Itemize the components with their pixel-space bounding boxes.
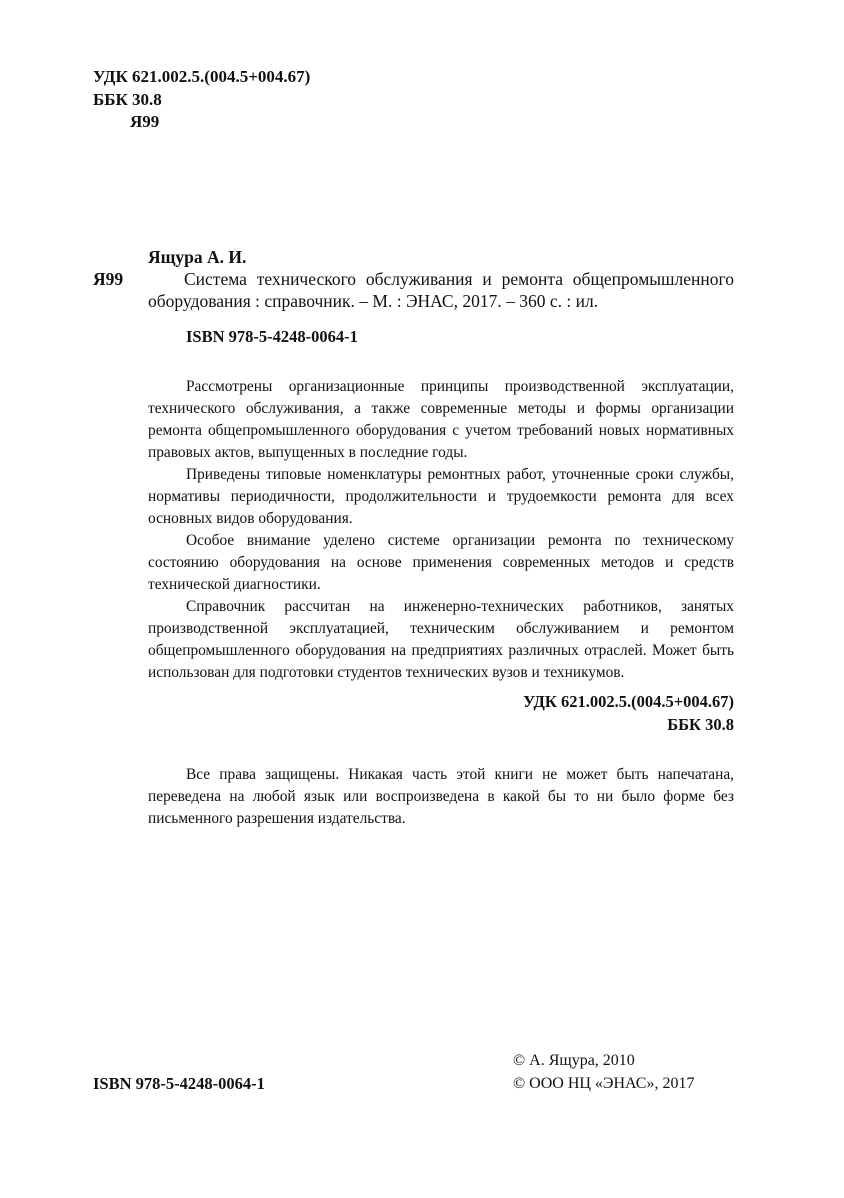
bbk-code-bottom: ББК 30.8 <box>667 715 734 734</box>
bibliographic-description: Система технического обслуживания и ремонта общепромышленного оборудования : справочник. – М. : ЭНАС, 2017. – 360 с. : ил. <box>148 269 734 311</box>
copyright-block <box>513 1050 694 1095</box>
abstract <box>148 376 734 684</box>
classification-codes <box>523 690 734 736</box>
footer-isbn: ISBN 978-5-4248-0064-1 <box>93 1074 265 1093</box>
catalog-mark: Я99 <box>93 269 124 289</box>
bbk-code: ББК 30.8 <box>93 89 162 109</box>
abstract-paragraph: Приведены типовые номенклатуры ремонтных работ, уточненные сроки службы, нормативы периодичности, продолжительности и трудоемкости ремонта для всех основных видов оборудования. <box>148 466 734 527</box>
copyright-author: © А. Ящура, 2010 <box>513 1052 635 1069</box>
copyright-publisher: © ООО НЦ «ЭНАС», 2017 <box>513 1074 695 1092</box>
udk-code: УДК 621.002.5.(004.5+004.67) <box>93 67 311 86</box>
abstract-paragraph: Рассмотрены организационные принципы производственной эксплуатации, технического обслуживания, а также современные методы и формы организации ремонта общепромышленного оборудования с учетом требований новых нормативных правовых актов, выпущенных в последние годы. <box>148 378 734 461</box>
catalog-isbn: ISBN 978-5-4248-0064-1 <box>186 327 358 346</box>
author-mark: Я99 <box>130 112 160 131</box>
catalog-entry <box>148 246 734 348</box>
abstract-paragraph: Особое внимание уделено системе организации ремонта по техническому состоянию оборудования на основе применения современных методов и средств технической диагностики. <box>148 532 734 593</box>
author-name: Ящура А. И. <box>148 247 247 267</box>
rights-notice: Все права защищены. Никакая часть этой книги не может быть напечатана, переведена на любой язык или воспроизведена в какой бы то ни было форме без письменного разрешения издательства. <box>148 766 734 827</box>
header-codes <box>93 66 310 134</box>
udk-code-bottom: УДК 621.002.5.(004.5+004.67) <box>523 692 734 711</box>
abstract-paragraph: Справочник рассчитан на инженерно-технических работников, занятых производственной эксплуатацией, техническим обслуживанием и ремонтом общепромышленного оборудования на предприятиях различных отраслей. Может быть использован для подготовки студентов технических вузов и техникумов. <box>148 598 734 681</box>
